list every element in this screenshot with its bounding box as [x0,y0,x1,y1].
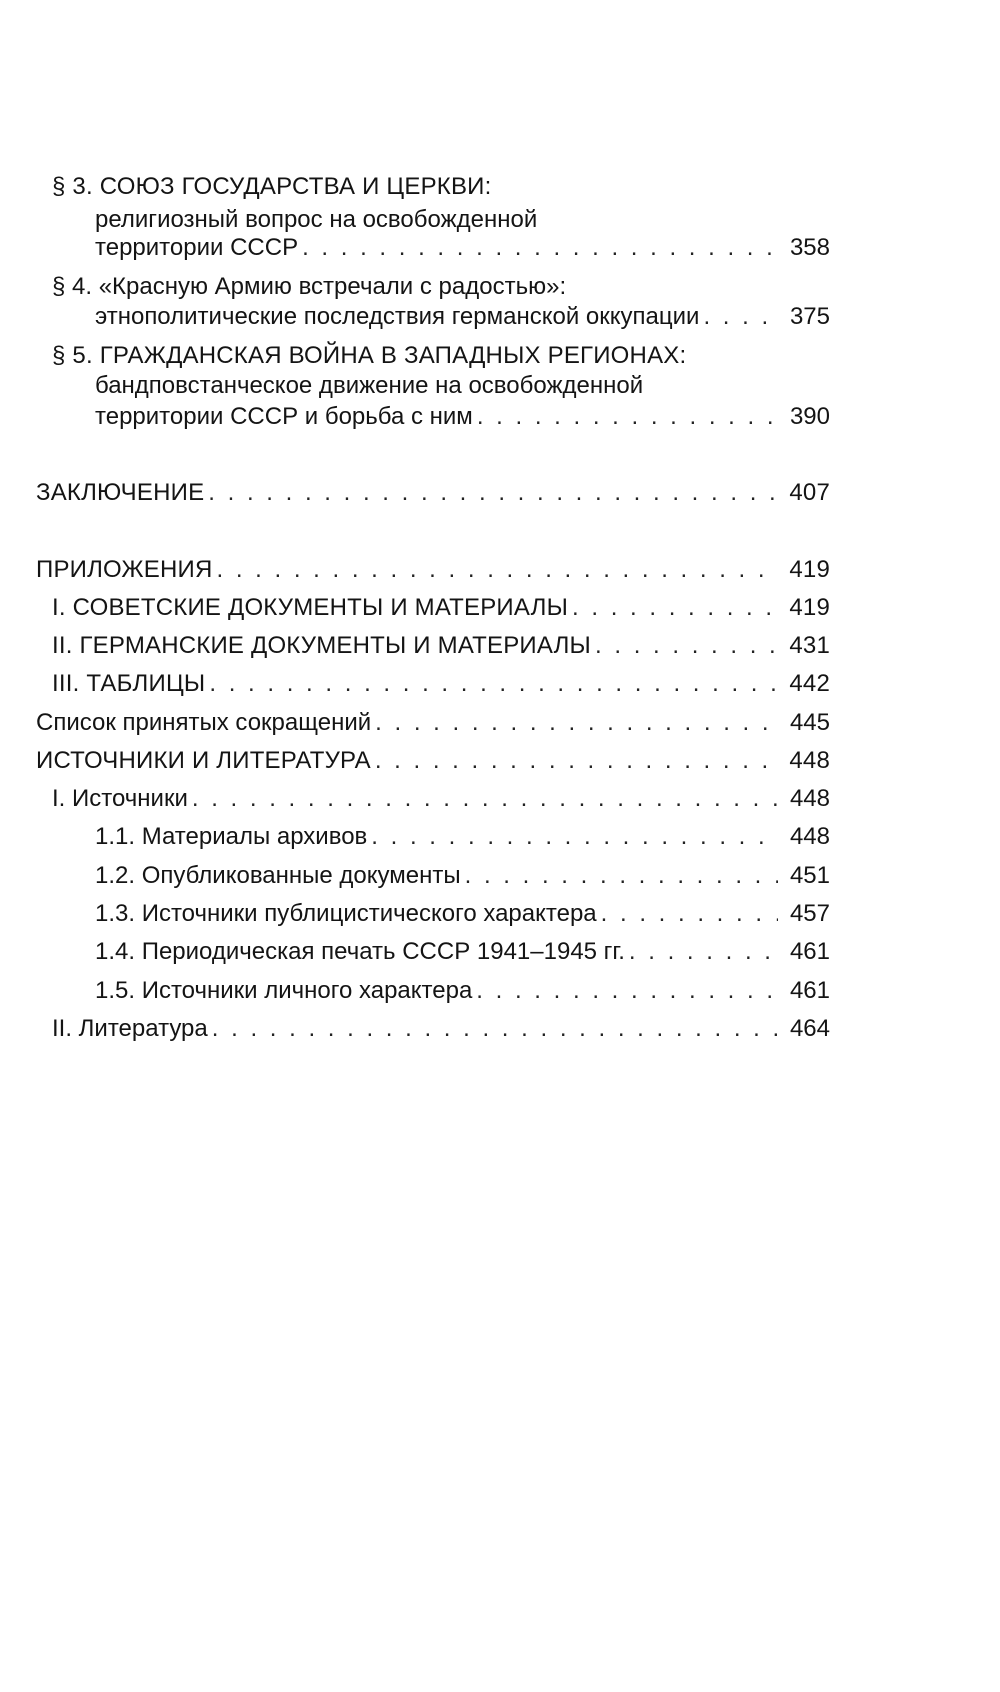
section-4-heading [52,270,566,304]
sources-1-5-page: 461 [789,977,830,1004]
toc-entry-appendices [36,553,830,587]
sources-1-4-label: 1.4. Периодическая печать СССР 1941–1945 гг. [95,938,625,965]
appendix-1-page: 419 [789,594,830,621]
sources-part-1-label: I. Источники [52,785,188,812]
section-3-title-line2: религиозный вопрос на освобожденной [95,206,538,233]
sources-1-1-page: 448 [789,823,830,850]
appendix-1-label: I. СОВЕТСКИЕ ДОКУМЕНТЫ И МАТЕРИАЛЫ [52,594,569,621]
dot-leader [375,744,778,778]
section-5-title-line1: ГРАЖДАНСКАЯ ВОЙНА В ЗАПАДНЫХ РЕГИОНАХ: [99,342,687,369]
toc-entry-abbreviations [36,706,830,740]
sources-part-1-page: 448 [789,785,830,812]
dot-leader [629,935,778,969]
section-3-heading [52,170,492,204]
conclusion-page: 407 [789,479,830,506]
appendix-3-label: III. ТАБЛИЦЫ [52,670,206,697]
sources-title: ИСТОЧНИКИ И ЛИТЕРАТУРА [36,747,371,774]
dot-leader [375,706,778,740]
section-4-title-line2: этнополитические последствия германской оккупации [95,303,700,330]
abbreviations-page: 445 [789,709,830,736]
section-3-title-line3: территории СССР [95,234,299,261]
toc-entry-appendix-1 [52,591,830,625]
dot-leader [302,231,778,265]
sources-page: 448 [789,747,830,774]
sources-part-2-page: 464 [789,1015,830,1042]
toc-entry-conclusion [36,476,830,510]
section-5-page: 390 [789,403,830,430]
section-5-heading [52,339,686,373]
dot-leader [601,897,778,931]
section-4-last-line [95,300,830,334]
section-5-last-line [95,400,830,434]
dot-leader [216,553,778,587]
appendix-2-page: 431 [789,632,830,659]
section-4-page: 375 [789,303,830,330]
section-3-number: § 3. [52,173,93,200]
toc-entry-appendix-3 [52,667,830,701]
appendices-title: ПРИЛОЖЕНИЯ [36,556,213,583]
sources-1-2-page: 451 [789,862,830,889]
section-4-title-line1: «Красную Армию встречали с радостью»: [98,273,567,300]
sources-1-3-page: 457 [789,900,830,927]
sources-1-2-label: 1.2. Опубликованные документы [95,862,461,889]
toc-entry-sources-1-1 [95,820,830,854]
toc-entry-sources-1-5 [95,974,830,1008]
section-3-title-line1: СОЮЗ ГОСУДАРСТВА И ЦЕРКВИ: [99,173,492,200]
sources-1-3-label: 1.3. Источники публицистического характера [95,900,597,927]
abbreviations-title: Список принятых сокращений [36,709,372,736]
dot-leader [595,629,778,663]
section-4-number: § 4. [52,273,93,300]
section-3-page: 358 [789,234,830,261]
sources-1-4-page: 461 [789,938,830,965]
sources-part-2-label: II. Литература [52,1015,208,1042]
toc-entry-appendix-2 [52,629,830,663]
appendices-page: 419 [789,556,830,583]
section-5-title-line2: бандповстанческое движение на освобожденной [95,372,644,399]
section-3-last-line [95,231,830,265]
toc-entry-sources-1-2 [95,859,830,893]
appendix-2-label: II. ГЕРМАНСКИЕ ДОКУМЕНТЫ И МАТЕРИАЛЫ [52,632,592,659]
toc-entry-sources [36,744,830,778]
dot-leader [703,300,778,334]
dot-leader [212,1012,778,1046]
sources-1-1-label: 1.1. Материалы архивов [95,823,368,850]
dot-leader [208,476,778,510]
dot-leader [192,782,778,816]
appendix-3-page: 442 [789,670,830,697]
dot-leader [371,820,778,854]
toc-entry-sources-1-3 [95,897,830,931]
section-5-number: § 5. [52,342,93,369]
toc-entry-sources-part-1 [52,782,830,816]
toc-entry-sources-1-4 [95,935,830,969]
conclusion-title: ЗАКЛЮЧЕНИЕ [36,479,205,506]
sources-1-5-label: 1.5. Источники личного характера [95,977,473,1004]
toc-entry-sources-part-2 [52,1012,830,1046]
section-5-title-line3: территории СССР и борьба с ним [95,403,473,430]
dot-leader [465,859,778,893]
dot-leader [476,974,778,1008]
dot-leader [209,667,778,701]
dot-leader [572,591,778,625]
dot-leader [477,400,778,434]
